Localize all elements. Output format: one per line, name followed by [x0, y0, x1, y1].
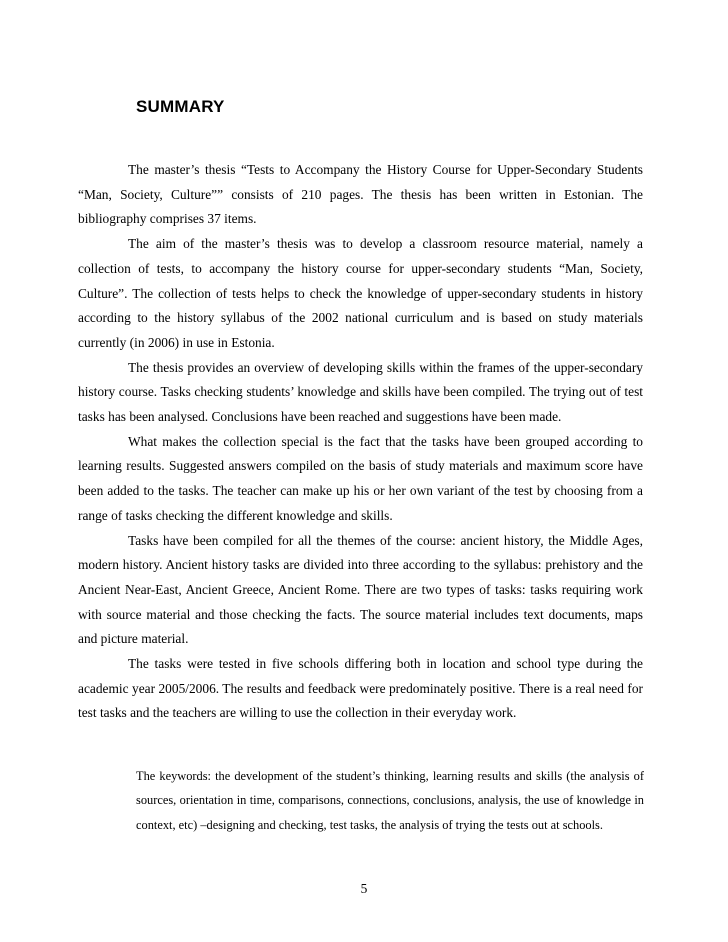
paragraph-thesis-aim: The aim of the master’s thesis was to develop a classroom resource material, namely a collection of tests, to accompany the history course for upper-secondary students “Man, Society, Culture”. The collection of tests helps to check the knowledge of upper-secondary students in history according to the history syllabus of the 2002 national curriculum and is based on study materials currently (in 2006) in use in Estonia.: [78, 236, 643, 350]
paragraph-testing-results: The tasks were tested in five schools differing both in location and school type during the academic year 2005/2006. The results and feedback were predominately positive. There is a real need for test tasks and the teachers are willing to use the collection in their everyday work.: [78, 656, 643, 721]
paragraph-collection-special: What makes the collection special is the fact that the tasks have been grouped according to learning results. Suggested answers compiled on the basis of study materials and maximum score have been added to the tasks. The teacher can make up his or her own variant of the test by choosing from a range of tasks checking the different knowledge and skills.: [78, 433, 643, 523]
paragraph-thesis-overview: The master’s thesis “Tests to Accompany the History Course for Upper-Secondary Students “Man, Society, Culture”” consists of 210 pages. The thesis has been written in Estonian. The bibliography comprises 37 items.: [78, 162, 643, 227]
paragraph-skills-overview: The thesis provides an overview of developing skills within the frames of the upper-secondary history course. Tasks checking students’ knowledge and skills have been compiled. The trying out of test tasks has been analysed. Conclusions have been reached and suggestions have been made.: [78, 359, 643, 425]
paragraph-course-themes: Tasks have been compiled for all the themes of the course: ancient history, the Middle Ages, modern history. Ancient history tasks are divided into three according to the syllabus: prehistory and the Ancient Near-East, Ancient Greece, Ancient Rome. There are two types of tasks: tasks requiring work with source material and those checking the facts. The source material includes text documents, maps and picture material.: [78, 532, 643, 647]
keywords-paragraph: The keywords: the development of the student’s thinking, learning results and skills (the analysis of sources, orientation in time, comparisons, connections, conclusions, analysis, the use of knowledge in context, etc) –designing and checking, test tasks, the analysis of trying the tests out at schools.: [136, 769, 644, 832]
summary-body: [78, 158, 643, 726]
page-title: SUMMARY: [136, 97, 225, 116]
page-number: 5: [360, 881, 368, 896]
